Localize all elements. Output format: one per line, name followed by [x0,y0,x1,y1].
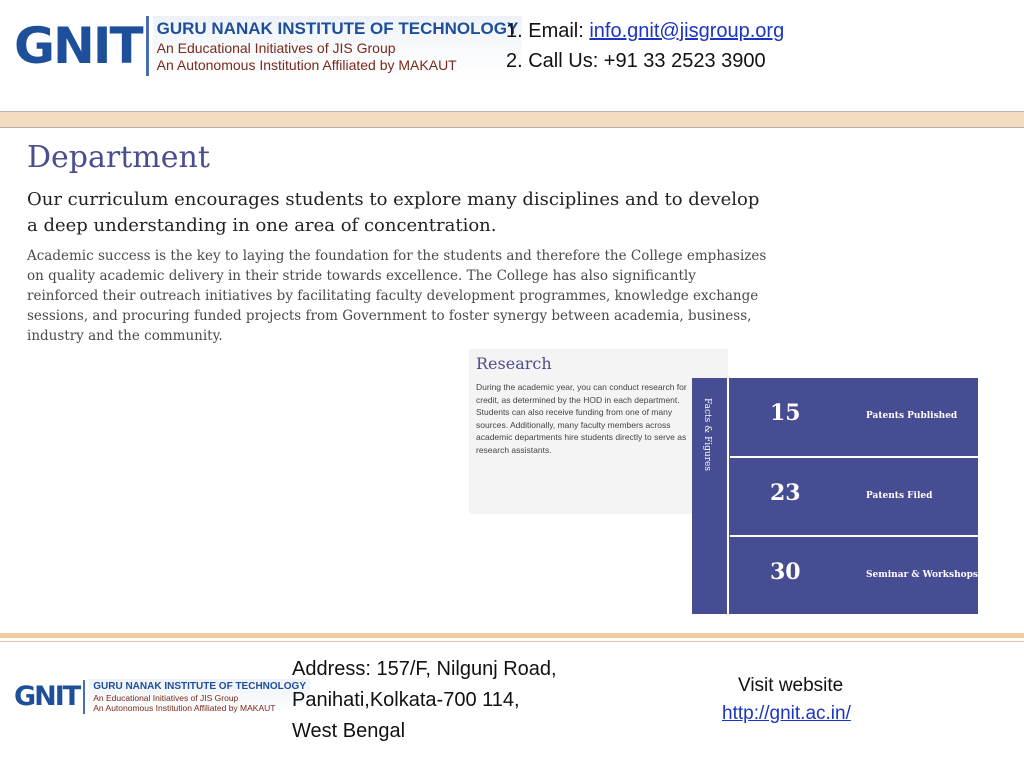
fact-label: Patents Filed [866,491,933,501]
address-line: Panihati,Kolkata-700 114, [292,689,520,711]
address-line: West Bengal [292,720,406,742]
research-panel [469,349,728,514]
research-title: Research [476,354,552,373]
logo-text [153,16,523,76]
logo-text [89,679,310,715]
fact-row [730,378,978,456]
logo-divider [83,680,85,714]
research-text: During the academic year, you can conduct research for credit, as determined by the HOD in each department. Students can also receive funding from one of many sources. Additionally, many faculty members across academic departments hire students directly to serve as research assistants. [476,382,687,455]
fact-value: 30 [770,559,801,585]
footer-logo[interactable] [14,679,310,715]
facts-figures-panel [692,378,978,614]
fact-value: 23 [770,480,801,506]
email-line [506,16,784,46]
fact-value: 15 [770,400,801,426]
logo-institute-name: GURU NANAK INSTITUTE OF TECHNOLOGY [93,681,307,692]
logo-institute-name: GURU NANAK INSTITUTE OF TECHNOLOGY [156,19,519,38]
lead-paragraph: Our curriculum encourages students to explore many disciplines and to develop a deep understanding in one area of concentration. [27,189,760,236]
fact-row [730,456,978,534]
logo-tagline-2: An Autonomous Institution Affiliated by MAKAUT [156,57,457,73]
logo-tagline-1: An Educational Initiatives of JIS Group [93,693,239,703]
email-link[interactable]: info.gnit@jisgroup.org [589,20,785,42]
visit-website-label: Visit website [738,675,844,696]
facts-side-label: Facts & Figures [702,398,712,471]
body-paragraph: Academic success is the key to laying the foundation for the students and therefore the College emphasizes on quality academic delivery in their stride towards excellence. The College has also significantly reinforced their outreach initiatives by facilitating faculty development programmes, knowledge exchange sessions, and procuring funded projects from Government to foster synergy between academia, business, industry and the community. [27,248,767,344]
fact-label: Patents Published [866,411,958,421]
footer-divider-band [0,633,1024,638]
facts-side-bar [692,378,729,614]
fact-label: Seminar & Workshops [866,570,979,580]
header-logo[interactable] [14,16,522,76]
address-line: Address: 157/F, Nilgunj Road, [292,658,557,680]
website-link[interactable]: http://gnit.ac.in/ [722,703,851,724]
logo-mark: GNIT [14,681,80,712]
logo-tagline-2: An Autonomous Institution Affiliated by MAKAUT [93,703,276,713]
page-title: Department [27,140,210,175]
email-label: 1. Email: [506,20,590,42]
address-block [292,654,557,747]
contact-info [506,16,784,76]
logo-mark: GNIT [14,17,142,75]
logo-divider [146,16,149,76]
logo-tagline-1: An Educational Initiatives of JIS Group [156,40,396,56]
fact-row [730,535,978,613]
footer-divider-line [0,641,1024,642]
phone-line: 2. Call Us: +91 33 2523 3900 [506,50,766,72]
header-divider-band [0,111,1024,128]
